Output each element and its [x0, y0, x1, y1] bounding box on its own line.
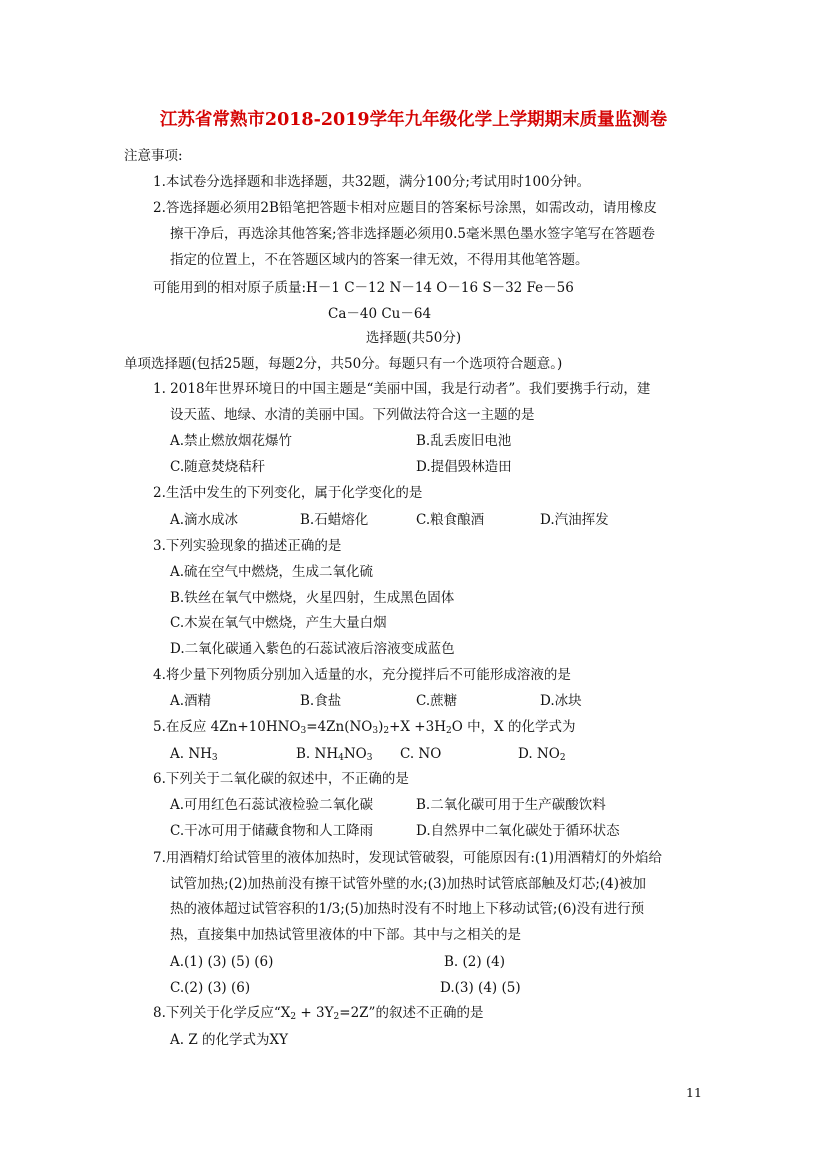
q8-stem-text: + 3Y [296, 1005, 334, 1021]
q3-option-b: B.铁丝在氧气中燃烧，火星四射，生成黑色固体 [170, 590, 455, 606]
q4-stem: 4.将少量下列物质分别加入适量的水，充分搅拌后不可能形成溶液的是 [153, 667, 571, 683]
subscript: 3 [372, 726, 379, 736]
subscript: 4 [338, 753, 344, 763]
atomic-masses-line-2: Ca－40 Cu－64 [328, 306, 432, 322]
q4-option-d: D.冰块 [540, 693, 582, 709]
q6-option-b: B.二氧化碳可用于生产碳酸饮料 [416, 797, 606, 813]
q2-option-b: B.石蜡熔化 [300, 512, 369, 528]
q8-stem-text: =2Z”的叙述不正确的是 [339, 1005, 484, 1021]
q6-option-d: D.自然界中二氧化碳处于循环状态 [416, 823, 620, 839]
subscript: 3 [366, 753, 373, 763]
subscript: 3 [211, 753, 218, 763]
q5-stem-text: +X +3H [389, 719, 446, 735]
q4-option-b: B.食盐 [300, 693, 342, 709]
q3-option-c: C.木炭在氧气中燃烧，产生大量白烟 [170, 615, 387, 631]
q5-option-a-text: A. NH [170, 746, 212, 762]
q7-stem-line-3: 热的液体超过试管容积的1/3;(5)加热时没有不时地上下移动试管;(6)没有进行预 [170, 901, 645, 917]
q5-stem-text: 5.在反应 4Zn+10HNO [153, 719, 301, 735]
q5-option-b-text: B. NH [296, 746, 339, 762]
q7-option-a: A.(1) (3) (5) (6) [170, 954, 274, 970]
q1-stem-line-1: 1. 2018年世界环境日的中国主题是“美丽中国，我是行动者”。我们要携手行动，建 [153, 381, 651, 397]
q1-stem-line-2: 设天蓝、地绿、水清的美丽中国。下列做法符合这一主题的是 [170, 407, 535, 423]
q2-option-a: A.滴水成冰 [170, 512, 239, 528]
q4-option-a: A.酒精 [170, 693, 212, 709]
notice-item-2-line-2: 擦干净后，再选涂其他答案;答非选择题必须用0.5毫米黑色墨水签字笔写在答题卷 [170, 226, 656, 242]
section-subtitle: 单项选择题(包括25题，每题2分，共50分。每题只有一个选项符合题意。) [124, 356, 563, 372]
subscript: 2 [559, 753, 566, 763]
q3-stem: 3.下列实验现象的描述正确的是 [153, 538, 342, 554]
notice-item-1: 1.本试卷分选择题和非选择题，共32题，满分100分;考试用时100分钟。 [153, 174, 591, 190]
q5-stem-text: ) [378, 719, 384, 735]
notice-item-2-line-3: 指定的位置上，不在答题区域内的答案一律无效，不得用其他笔答题。 [170, 252, 589, 268]
q7-stem-line-1: 7.用酒精灯给试管里的液体加热时，发现试管破裂，可能原因有:(1)用酒精灯的外焰给 [153, 850, 663, 866]
q8-stem-text: 8.下列关于化学反应“X [153, 1005, 291, 1021]
q1-option-c: C.随意焚烧秸秆 [170, 459, 266, 475]
q2-option-d: D.汽油挥发 [540, 512, 609, 528]
q5-stem [153, 718, 575, 736]
q7-stem-line-2: 试管加热;(2)加热前没有擦干试管外壁的水;(3)加热时试管底部触及灯芯;(4)被加 [170, 876, 647, 892]
q5-option-a [170, 745, 218, 763]
q7-option-c: C.(2) (3) (6) [170, 980, 251, 996]
q5-stem-text: =4Zn(NO [306, 719, 373, 735]
subscript: 2 [290, 1012, 297, 1022]
q6-option-a: A.可用红色石蕊试液检验二氧化碳 [170, 797, 374, 813]
q7-option-d: D.(3) (4) (5) [440, 980, 521, 996]
q4-option-c: C.蔗糖 [416, 693, 458, 709]
page-number: 11 [686, 1085, 702, 1100]
q2-stem: 2.生活中发生的下列变化，属于化学变化的是 [153, 485, 423, 501]
q6-stem: 6.下列关于二氧化碳的叙述中，不正确的是 [153, 771, 409, 787]
section-title: 选择题(共50分) [365, 330, 462, 346]
q1-option-b: B.乱丢废旧电池 [416, 433, 512, 449]
q5-option-b [296, 745, 372, 763]
subscript: 2 [383, 726, 390, 736]
q5-option-b-text: NO [343, 746, 367, 762]
subscript: 2 [333, 1012, 340, 1022]
q5-option-d [518, 745, 566, 763]
q5-option-d-text: D. NO [518, 746, 560, 762]
q8-option-a: A. Z 的化学式为XY [170, 1032, 289, 1048]
q5-option-c: C. NO [400, 746, 442, 762]
q3-option-a: A.硫在空气中燃烧，生成二氧化硫 [170, 564, 374, 580]
subscript: 3 [300, 726, 307, 736]
page-title: 江苏省常熟市2018-2019学年九年级化学上学期期末质量监测卷 [159, 110, 668, 130]
q7-stem-line-4: 热，直接集中加热试管里液体的中下部。其中与之相关的是 [170, 927, 521, 943]
q7-option-b: B. (2) (4) [444, 954, 506, 970]
q1-option-a: A.禁止燃放烟花爆竹 [170, 433, 293, 449]
subscript: 2 [445, 726, 452, 736]
q3-option-d: D.二氧化碳通入紫色的石蕊试液后溶液变成蓝色 [170, 641, 455, 657]
q1-option-d: D.提倡毁林造田 [416, 459, 512, 475]
atomic-masses-line-1: 可能用到的相对原子质量:H－1 C－12 N－14 O－16 S－32 Fe－56 [153, 280, 574, 296]
q8-stem [153, 1004, 483, 1022]
q6-option-c: C.干冰可用于储藏食物和人工降雨 [170, 823, 374, 839]
notice-item-2-line-1: 2.答选择题必须用2B铅笔把答题卡相对应题目的答案标号涂黑，如需改动，请用橡皮 [153, 200, 657, 216]
q5-stem-text: O 中，X 的化学式为 [451, 719, 576, 735]
q2-option-c: C.粮食酿酒 [416, 512, 485, 528]
notice-heading: 注意事项: [124, 148, 183, 164]
